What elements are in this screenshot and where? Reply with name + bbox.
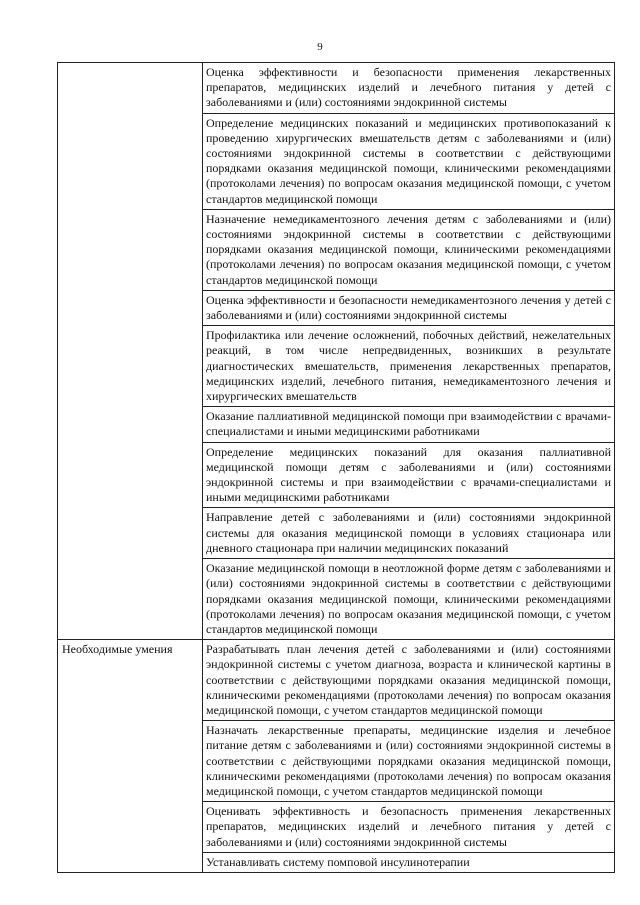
item-cell [203, 442, 615, 508]
item-text: Устанавливать систему помповой инсулинотерапии [206, 854, 470, 869]
item-text: Оценивать эффективность и безопасность применения лекарственных препаратов, медицинских изделий и лечебного питания у детей с заболеваниями и (или) состояниями эндокринной системы [206, 804, 611, 849]
item-cell [203, 802, 615, 853]
item-text: Оказание паллиативной медицинской помощи при взаимодействии с врачами-специалистами и иными медицинскими работниками [206, 409, 611, 439]
item-cell [203, 721, 615, 802]
section-label-cell [58, 63, 203, 640]
item-text: Профилактика или лечение осложнений, побочных действий, нежелательных реакций, в том числе непредвиденных, возникших в результате диагностических вмешательств, применения лекарственных препаратов, медицинских изделий, лечебного питания, немедикаментозного лечения и хирургических вмешательств [206, 328, 611, 404]
item-text: Разрабатывать план лечения детей с заболеваниями и (или) состояниями эндокринной системы с учетом диагноза, возраста и клинической картины в соответствии с действующими порядками оказания медицинской помощи, клиническими рекомендациями (протоколами лечения) по вопросам оказания медицинской помощи, с учетом стандартов медицинской помощи [206, 642, 611, 717]
item-text: Направление детей с заболеваниями и (или) состояниями эндокринной системы для оказания медицинской помощи в условиях стационара или дневного стационара при наличии медицинских показаний [206, 510, 611, 555]
item-cell [203, 640, 615, 721]
table-row [58, 640, 615, 721]
item-cell [203, 209, 615, 290]
item-cell [203, 508, 615, 559]
competency-table [57, 62, 615, 873]
item-cell [203, 290, 615, 325]
item-cell [203, 559, 615, 640]
item-cell [203, 63, 615, 114]
section-label-cell [58, 640, 203, 873]
item-text: Оказание медицинской помощи в неотложной форме детям с заболеваниями и (или) состояниями эндокринной системы в соответствии с действующими порядками оказания медицинской помощи, клиническими рекомендациями (протоколами лечения) по вопросам оказания медицинской помощи, с учетом стандартов медицинской помощи [206, 561, 611, 636]
item-text: Оценка эффективности и безопасности немедикаментозного лечения у детей с заболеваниями и (или) состояниями эндокринной системы [206, 292, 611, 323]
item-text: Определение медицинских показаний для оказания паллиативной медицинской помощи детям с заболеваниями и (или) состояниями эндокринной системы и при взаимодействии с врачами-специалистами и иными медицинскими работниками [206, 444, 611, 505]
item-cell [203, 852, 615, 872]
item-text: Определение медицинских показаний и медицинских противопоказаний к проведению хирургических вмешательств детям с заболеваниями и (или) состояниями эндокринной системы в соответствии с действующими порядками оказания медицинской помощи, клиническими рекомендациями (протоколами лечения) по вопросам оказания медицинской помощи, с учетом стандартов медицинской помощи [206, 115, 611, 206]
item-cell [203, 407, 615, 442]
page-number: 9 [317, 41, 323, 53]
item-text: Назначение немедикаментозного лечения детям с заболеваниями и (или) состояниями эндокринной системы в соответствии с действующими порядками оказания медицинской помощи, клиническими рекомендациями (протоколами лечения) по вопросам оказания медицинской помощи, с учетом стандартов медицинской помощи [206, 211, 611, 287]
table-row [58, 63, 615, 114]
item-text: Оценка эффективности и безопасности применения лекарственных препаратов, медицинских изделий и лечебного питания у детей с заболеваниями и (или) состояниями эндокринной системы [206, 65, 611, 110]
section-label: Необходимые умения [62, 642, 173, 657]
item-cell [203, 113, 615, 209]
item-cell [203, 326, 615, 407]
item-text: Назначать лекарственные препараты, медицинские изделия и лечебное питание детям с заболеваниями и (или) состояниями эндокринной системы в соответствии с действующими порядками оказания медицинской помощи, клиническими рекомендациями (протоколами лечения) по вопросам оказания медицинской помощи, с учетом стандартов медицинской помощи [206, 723, 611, 798]
